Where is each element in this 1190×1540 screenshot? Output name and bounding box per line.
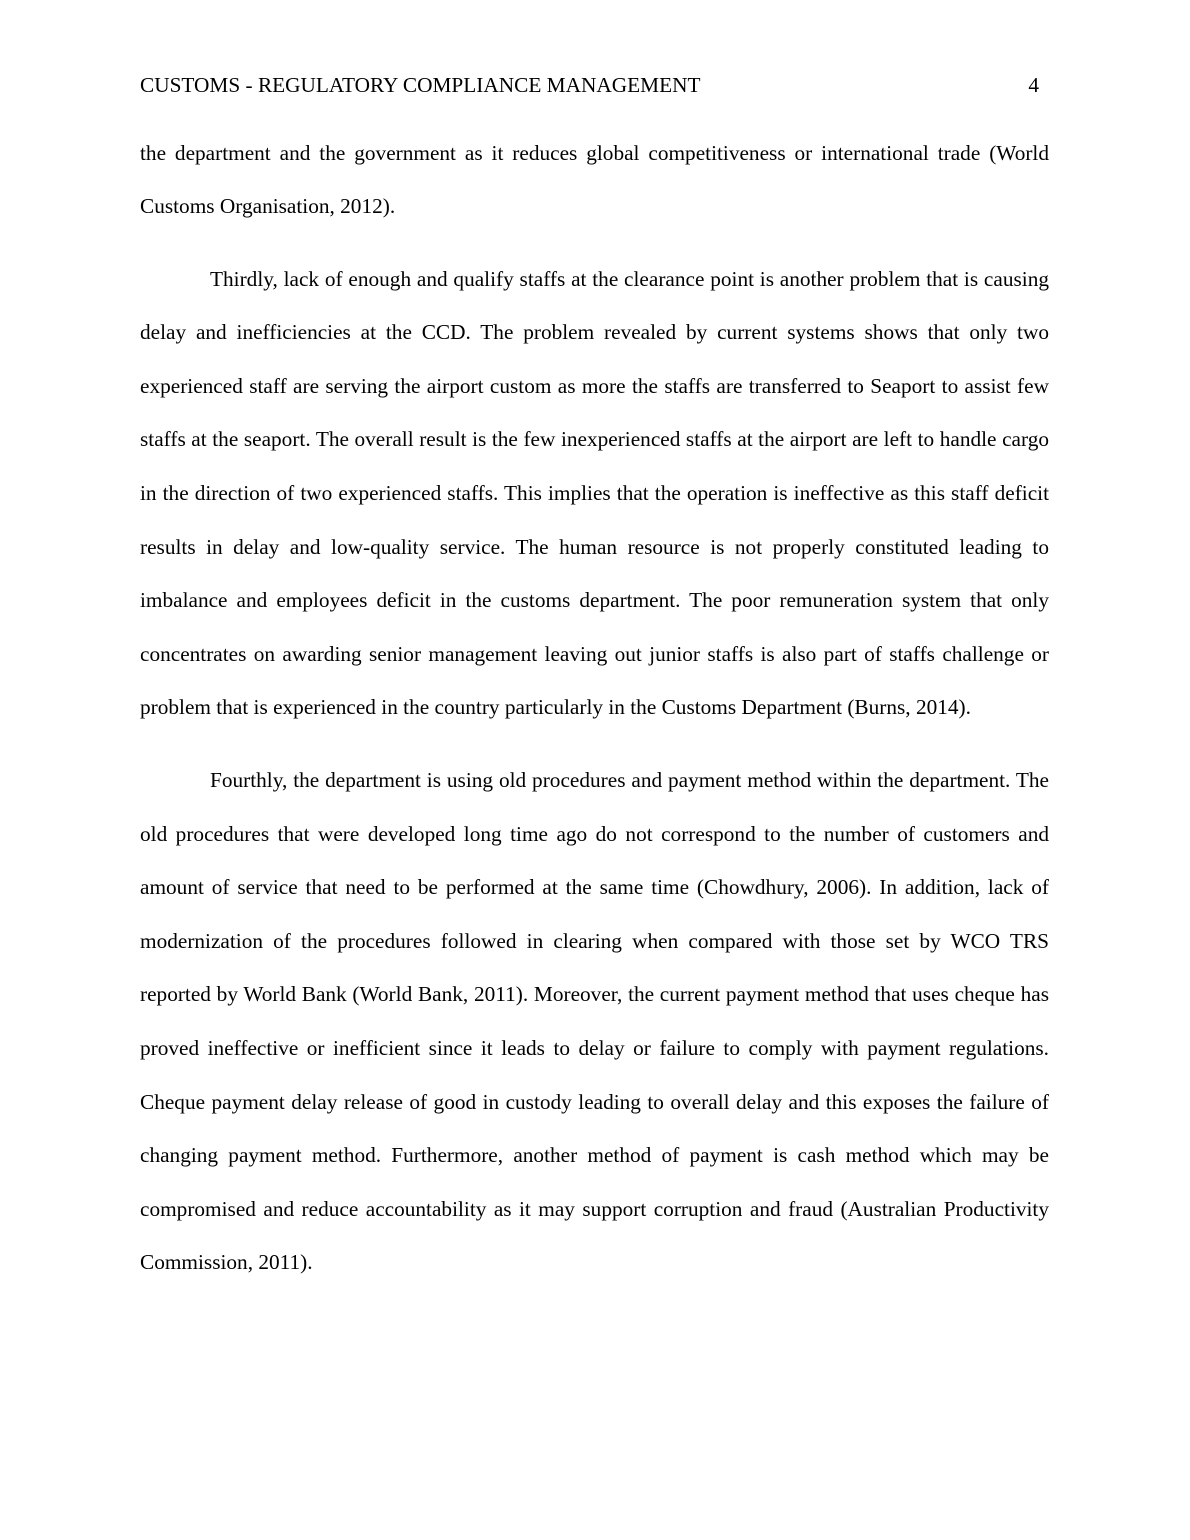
body-text: [140, 127, 1049, 1309]
paragraph-fourthly: Fourthly, the department is using old procedures and payment method within the department. The old procedures that were developed long time ago do not correspond to the number of customers and amount of service that need to be performed at the same time (Chowdhury, 2006). In addition, lack of modernization of the procedures followed in clearing when compared with those set by WCO TRS reported by World Bank (World Bank, 2011). Moreover, the current payment method that uses cheque has proved ineffective or inefficient since it leads to delay or failure to comply with payment regulations. Cheque payment delay release of good in custody leading to overall delay and this exposes the failure of changing payment method. Furthermore, another method of payment is cash method which may be compromised and reduce accountability as it may support corruption and fraud (Australian Productivity Commission, 2011).: [140, 768, 1049, 1275]
paragraph-continuation: the department and the government as it reduces global competitiveness or international trade (World Customs Organisation, 2012).: [140, 140, 1049, 219]
paragraph-thirdly: Thirdly, lack of enough and qualify staffs at the clearance point is another problem that is causing delay and inefficiencies at the CCD. The problem revealed by current systems shows that only two experienced staff are serving the airport custom as more the staffs are transferred to Seaport to assist few staffs at the seaport. The overall result is the few inexperienced staffs at the airport are left to handle cargo in the direction of two experienced staffs. This implies that the operation is ineffective as this staff deficit results in delay and low-quality service. The human resource is not properly constituted leading to imbalance and employees deficit in the customs department. The poor remuneration system that only concentrates on awarding senior management leaving out junior staffs is also part of staffs challenge or problem that is experienced in the country particularly in the Customs Department (Burns, 2014).: [140, 266, 1049, 720]
running-header: [140, 70, 1050, 100]
running-head-title: CUSTOMS - REGULATORY COMPLIANCE MANAGEMENT: [140, 73, 701, 97]
page-number: 4: [1028, 73, 1039, 97]
